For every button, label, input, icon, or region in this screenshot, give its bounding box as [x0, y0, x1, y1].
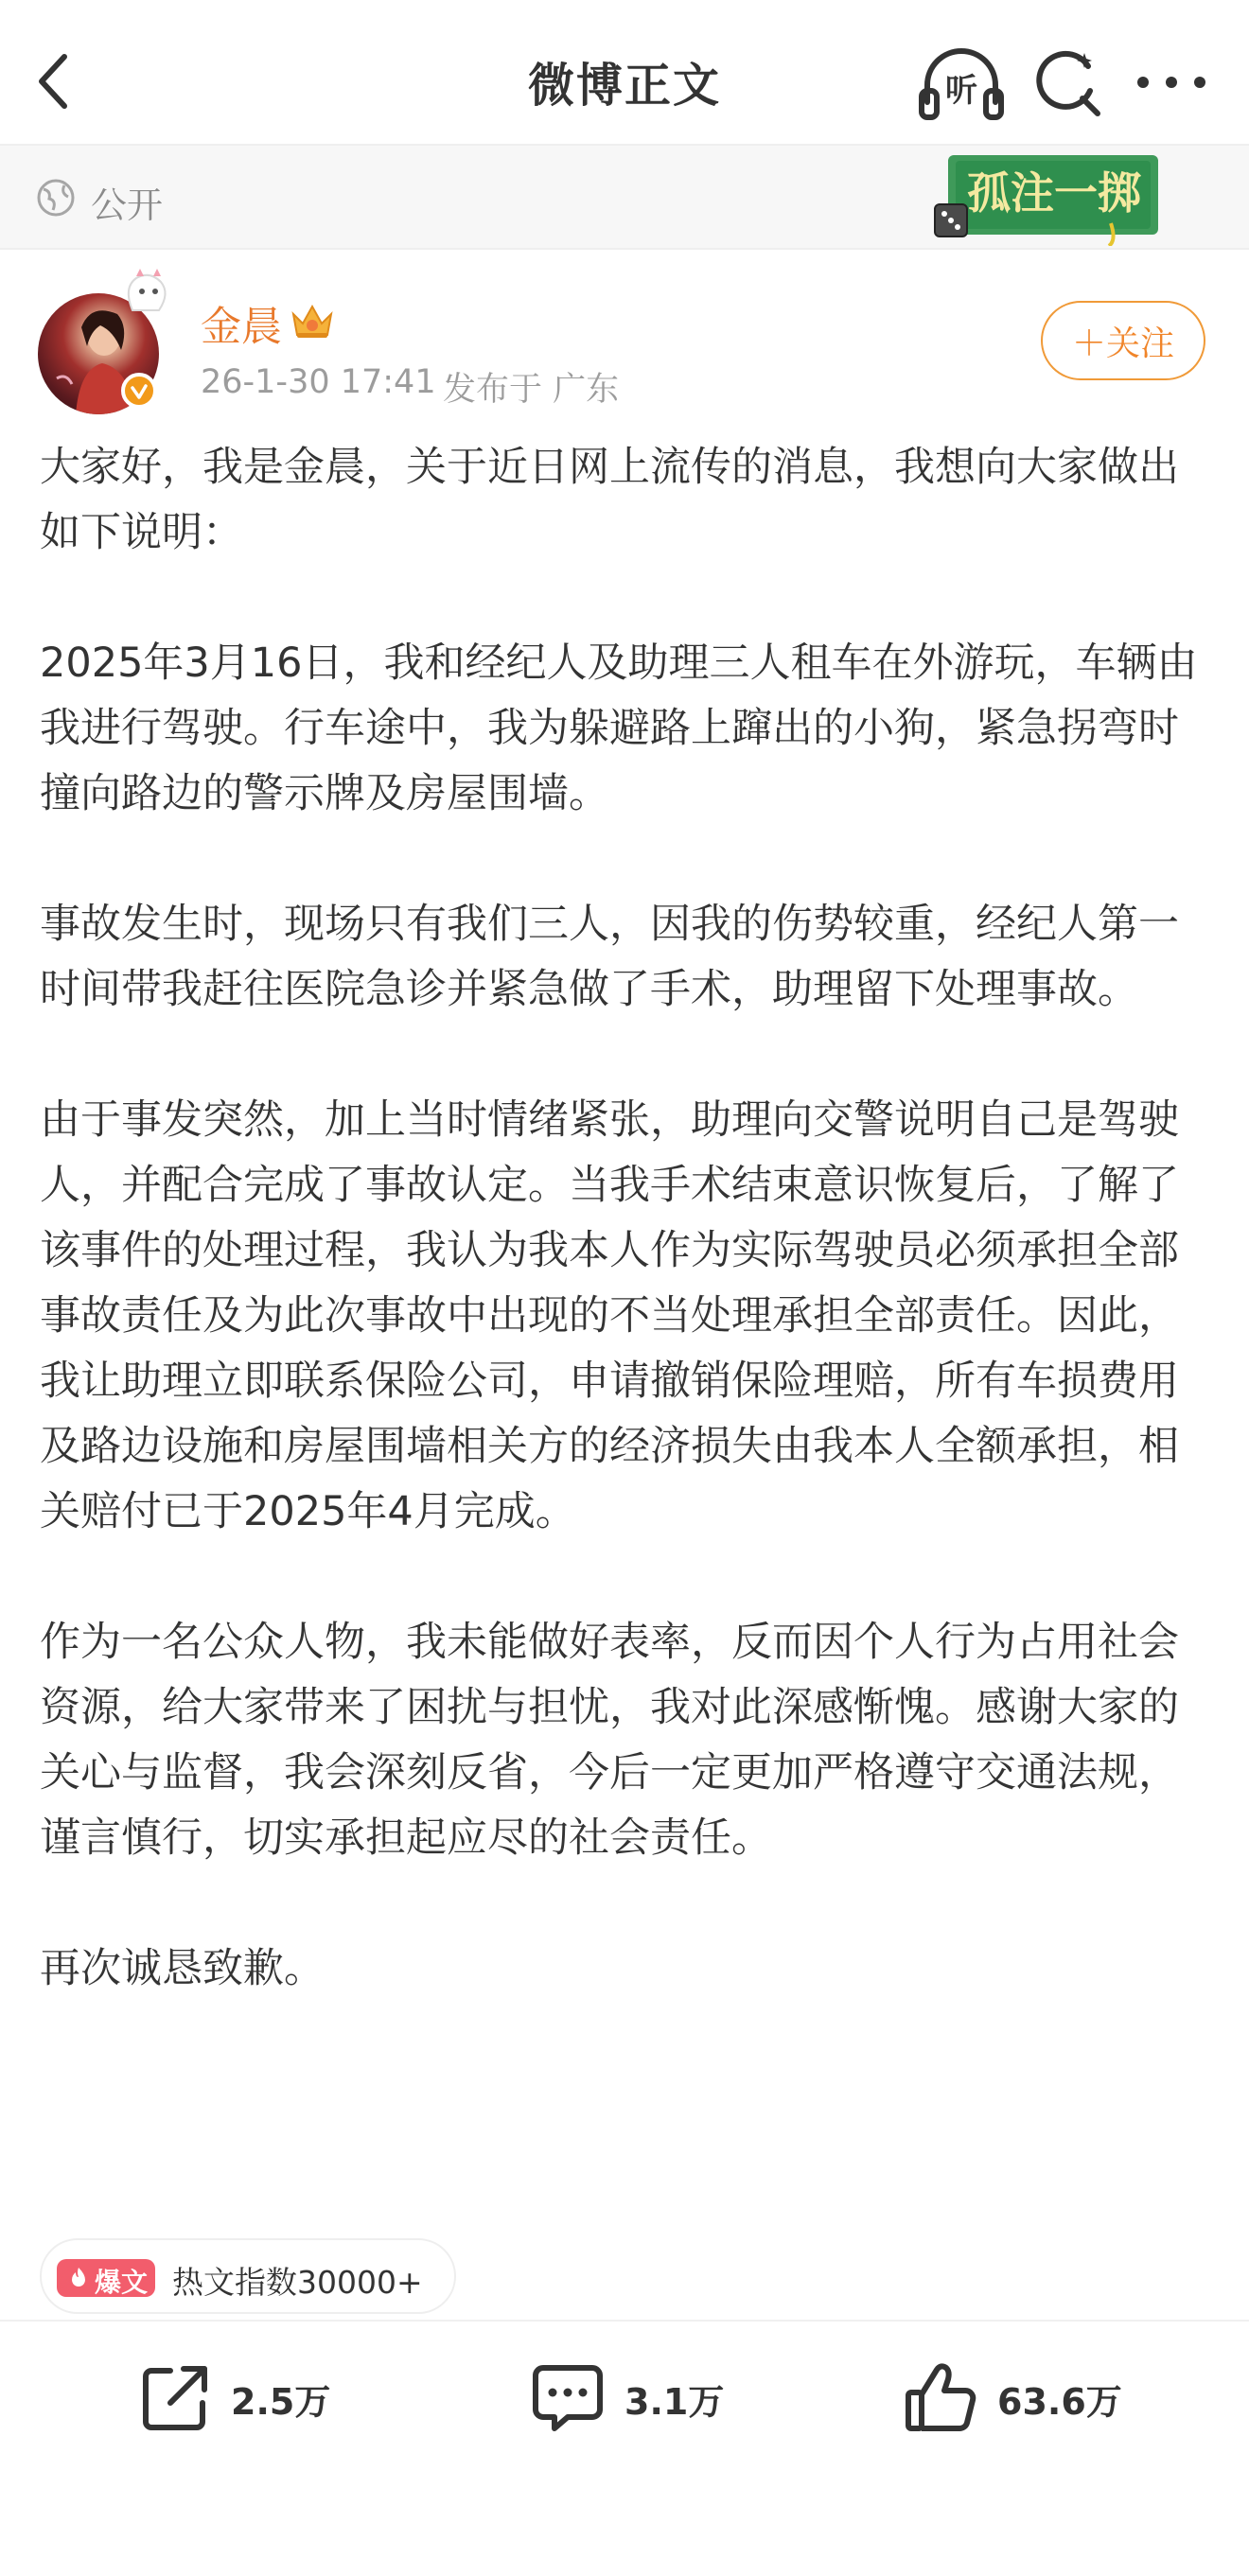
divider: [0, 248, 1249, 250]
verified-badge: [121, 373, 157, 409]
comment-button[interactable]: [530, 2356, 724, 2441]
movie-banner-image[interactable]: [931, 148, 1166, 246]
visibility-label: 公开: [91, 184, 164, 226]
like-button[interactable]: [903, 2356, 1122, 2441]
thumbs-up-icon: [903, 2360, 978, 2436]
hot-index-text: 热文指数30000+: [172, 2264, 423, 2301]
post-paragraph: 2025年3月16日，我和经纪人及助理三人租车在外游玩，车辆由我进行驾驶。行车途中，我为躲避路上蹿出的小狗，紧急拐弯时撞向路边的警示牌及房屋围墙。: [40, 640, 1198, 817]
post-paragraph: 大家好，我是金晨，关于近日网上流传的消息，我想向大家做出如下说明：: [40, 444, 1179, 556]
hot-tag-label: 爆文: [95, 2267, 149, 2298]
author-avatar[interactable]: [38, 274, 180, 416]
post-content: [40, 435, 1213, 2002]
hot-tag: [57, 2259, 155, 2297]
search-button[interactable]: [1029, 45, 1105, 121]
globe-icon: [36, 178, 76, 218]
post-paragraph: 作为一名公众人物，我未能做好表率，反而因个人行为占用社会资源，给大家带来了困扰与担忧，我对此深感惭愧。感谢大家的关心与监督，我会深刻反省，今后一定更加严格遵守交通法规，谨言慎行，切实承担起应尽的社会责任。: [40, 1619, 1179, 1862]
like-count: 63.6万: [997, 2380, 1122, 2423]
banner-title: 孤注一掷: [967, 167, 1141, 219]
comment-count: 3.1万: [624, 2380, 725, 2423]
page-title: 微博正文: [527, 59, 721, 113]
more-options-button[interactable]: [1132, 49, 1211, 115]
avatar-pendant-icon: [95, 269, 182, 314]
search-icon: [1029, 45, 1105, 121]
author-name[interactable]: 金晨: [201, 304, 282, 351]
ellipsis-icon: [1132, 49, 1211, 115]
post-paragraph: 再次诚恳致歉。: [40, 1945, 325, 1992]
post-paragraph: 由于事发突然，加上当时情绪紧张，助理向交警说明自己是驾驶人，并配合完成了事故认定。当我手术结束意识恢复后，了解了该事件的处理过程，我认为我本人作为实际驾驶员必须承担全部事故责任及为此次事故中出现的不当处理承担全部责任。因此，我让助理立即联系保险公司，申请撤销保险理赔，所有车损费用及路边设施和房屋围墙相关方的经济损失由我本人全额承担，相关赔付已于2025年4月完成。: [40, 1096, 1179, 1535]
fire-icon: [68, 2267, 89, 2289]
listen-button[interactable]: [918, 44, 1005, 123]
listen-label: 听: [945, 72, 977, 110]
follow-button[interactable]: ＋关注: [1041, 301, 1205, 380]
post-location: 发布于 广东: [443, 371, 620, 409]
comment-icon: [530, 2360, 606, 2436]
repost-button[interactable]: [138, 2356, 330, 2441]
top-navigation-bar: [0, 0, 1249, 144]
post-timestamp: 26-1-30 17:41: [201, 363, 436, 401]
repost-count: 2.5万: [231, 2380, 331, 2423]
crown-badge-icon[interactable]: [290, 301, 335, 341]
post-paragraph: 事故发生时，现场只有我们三人，因我的伤势较重，经纪人第一时间带我赶往医院急诊并紧急做了手术，助理留下处理事故。: [40, 901, 1179, 1013]
share-icon: [138, 2361, 212, 2435]
hot-article-index[interactable]: [40, 2238, 456, 2314]
